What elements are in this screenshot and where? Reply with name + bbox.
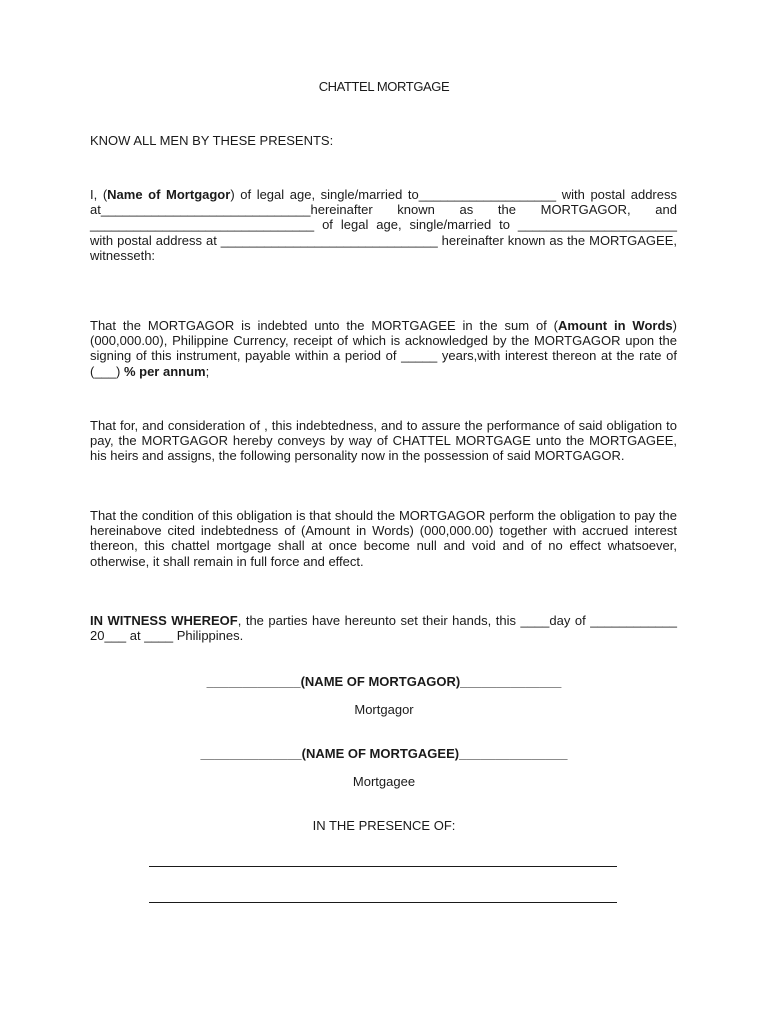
in-presence-of-heading: IN THE PRESENCE OF:: [312, 818, 456, 833]
parties-text-start: I, (: [90, 187, 108, 202]
indebtedness-text-middle: ) (000,000.00), Philippine Currency, receipt of which is acknowledged by the MORTGAGOR upon the signing of this instrument, payable within a period of _____ years,with interest thereon at the rate of (___): [90, 318, 677, 379]
know-all-heading: KNOW ALL MEN BY THESE PRESENTS:: [90, 133, 334, 148]
indebtedness-text-end: ;: [205, 363, 210, 379]
indebtedness-text-start: That the MORTGAGOR is indebted unto the MORTGAGEE in the sum of (: [90, 318, 558, 333]
consideration-paragraph: That for, and consideration of , this indebtedness, and to assure the performance of said obligation to pay, the MORTGAGOR hereby conveys by way of CHATTEL MORTGAGE unto the MORTGAGEE, his heirs and assigns, the following personality now in the possession of said MORTGAGOR.: [90, 418, 677, 464]
mortgagee-label: Mortgagee: [352, 774, 416, 789]
indebtedness-paragraph: [90, 318, 677, 379]
per-annum-label: % per annum: [123, 363, 206, 379]
mortgagor-signature-line: _____________(NAME OF MORTGAGOR)______________: [206, 674, 562, 689]
witness-text: , the parties have hereunto set their hands, this ____day of ____________ 20___ at ____ Philippines.: [90, 613, 677, 644]
amount-in-words-placeholder: Amount in Words: [558, 318, 673, 333]
condition-paragraph: That the condition of this obligation is that should the MORTGAGOR perform the obligation to pay the hereinabove cited indebtedness of (Amount in Words) (000,000.00) together with accrued interest thereon, this chattel mortgage shall at once become null and void and of no effect whatsoever, otherwise, it shall remain in full force and effect.: [90, 508, 677, 569]
witness-signature-line: [149, 902, 617, 903]
parties-text-end: ) of legal age, single/married to___________________ with postal address at_____________________________hereinafter known as the MORTGAGOR, and _______________________________ of legal age, single/married to ______________________ with postal address at ______________________________ hereinafter known as the MORTGAGEE, witnesseth:: [90, 187, 677, 263]
in-witness-whereof-label: IN WITNESS WHEREOF: [90, 613, 238, 628]
parties-paragraph: [90, 187, 677, 263]
witness-signature-line: [149, 866, 617, 867]
witness-paragraph: [90, 613, 677, 643]
mortgagor-name-placeholder: Name of Mortgagor: [107, 187, 231, 202]
mortgagee-signature-line: ______________(NAME OF MORTGAGEE)_______________: [200, 746, 568, 761]
mortgagor-label: Mortgagor: [354, 702, 414, 717]
document-title: CHATTEL MORTGAGE: [318, 79, 450, 94]
